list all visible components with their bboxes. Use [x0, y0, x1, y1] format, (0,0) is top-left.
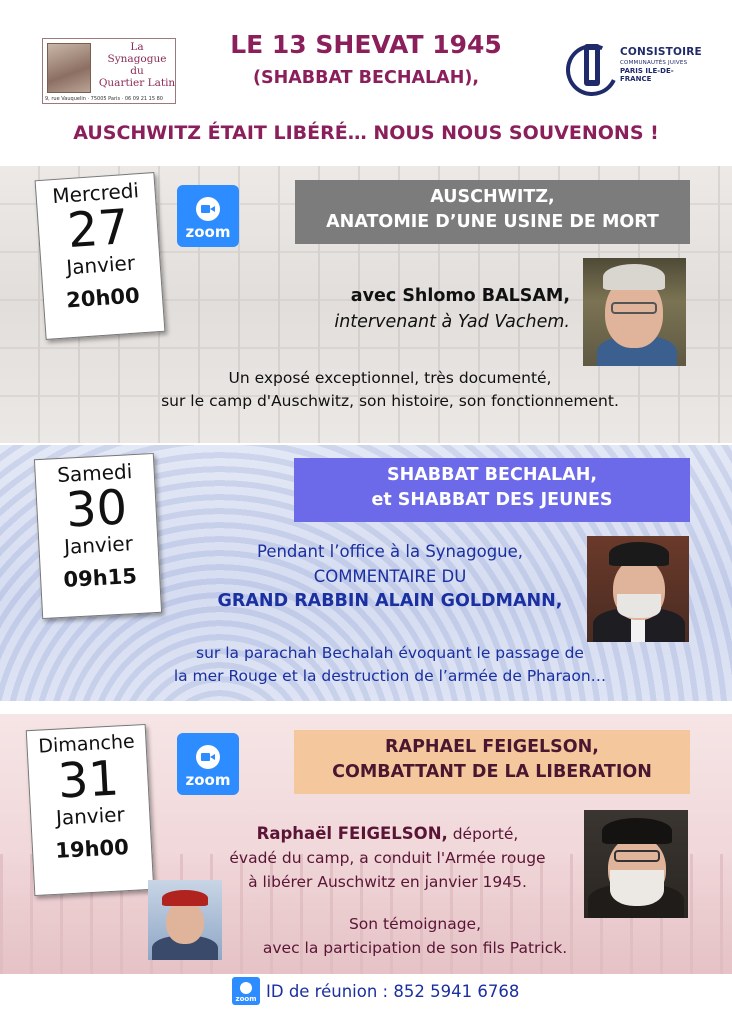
page-title: LE 13 SHEVAT 1945: [230, 30, 502, 59]
synagogue-address: 9, rue Vauquelin · 75005 Paris · 06 09 21 15 80: [45, 96, 163, 102]
speaker-photo-balsam: [583, 258, 686, 366]
main-headline: AUSCHWITZ ÉTAIT LIBÉRÉ… NOUS NOUS SOUVENONS !: [73, 122, 659, 144]
event-3-testimony: Son témoignage, avec la participation de son fils Patrick.: [262, 915, 568, 957]
zoom-icon: zoom: [232, 977, 260, 1005]
synagogue-logo: [42, 38, 176, 104]
date-card-event-3: Dimanche 31 Janvier 19h00: [26, 724, 155, 896]
zoom-icon: zoom: [177, 185, 239, 247]
event-3-title-banner: RAPHAEL FEIGELSON, COMBATTANT DE LA LIBERATION: [294, 730, 690, 794]
page-subtitle: (SHABBAT BECHALAH),: [253, 68, 479, 88]
photo-patrick: [148, 880, 222, 960]
event-2-title-banner: SHABBAT BECHALAH, et SHABBAT DES JEUNES: [294, 458, 690, 522]
date-card-event-1: Mercredi 27 Janvier 20h00: [35, 172, 166, 340]
video-camera-icon: [196, 745, 220, 769]
consistoire-logo: CONSISTOIRE COMMUNAUTÉS JUIVES PARIS ILE-DE-FRANCE: [566, 40, 702, 98]
event-2-office-text: Pendant l’office à la Synagogue, COMMENTAIRE DU GRAND RABBIN ALAIN GOLDMANN,: [217, 542, 563, 611]
synagogue-name: La Synagogue du Quartier Latin: [98, 41, 176, 89]
meeting-id: ID de réunion : 852 5941 6768: [266, 981, 520, 1001]
event-1-title-banner: AUSCHWITZ, ANATOMIE D’UNE USINE DE MORT: [295, 180, 690, 244]
video-camera-icon: [240, 982, 252, 994]
event-2-description: sur la parachah Bechalah évoquant le passage de la mer Rouge et la destruction de l’armée de Pharaon…: [173, 644, 607, 685]
event-1-speaker: avec Shlomo BALSAM, intervenant à Yad Vachem.: [334, 286, 570, 332]
event-3-speaker-bio: Raphaël FEIGELSON, déporté, évadé du camp, a conduit l'Armée rouge à libérer Auschwitz en janvier 1945.: [229, 824, 546, 891]
date-card-event-2: Samedi 30 Janvier 09h15: [34, 453, 162, 619]
video-camera-icon: [196, 197, 220, 221]
synagogue-picture-icon: [47, 43, 91, 93]
torah-scroll-icon: [584, 44, 600, 86]
speaker-photo-feigelson: [584, 810, 688, 918]
zoom-icon: zoom: [177, 733, 239, 795]
event-1-description: Un exposé exceptionnel, très documenté, sur le camp d'Auschwitz, son histoire, son fonctionnement.: [161, 369, 619, 410]
speaker-photo-goldmann: [587, 536, 689, 642]
zoom-meeting-info: [232, 976, 519, 1006]
